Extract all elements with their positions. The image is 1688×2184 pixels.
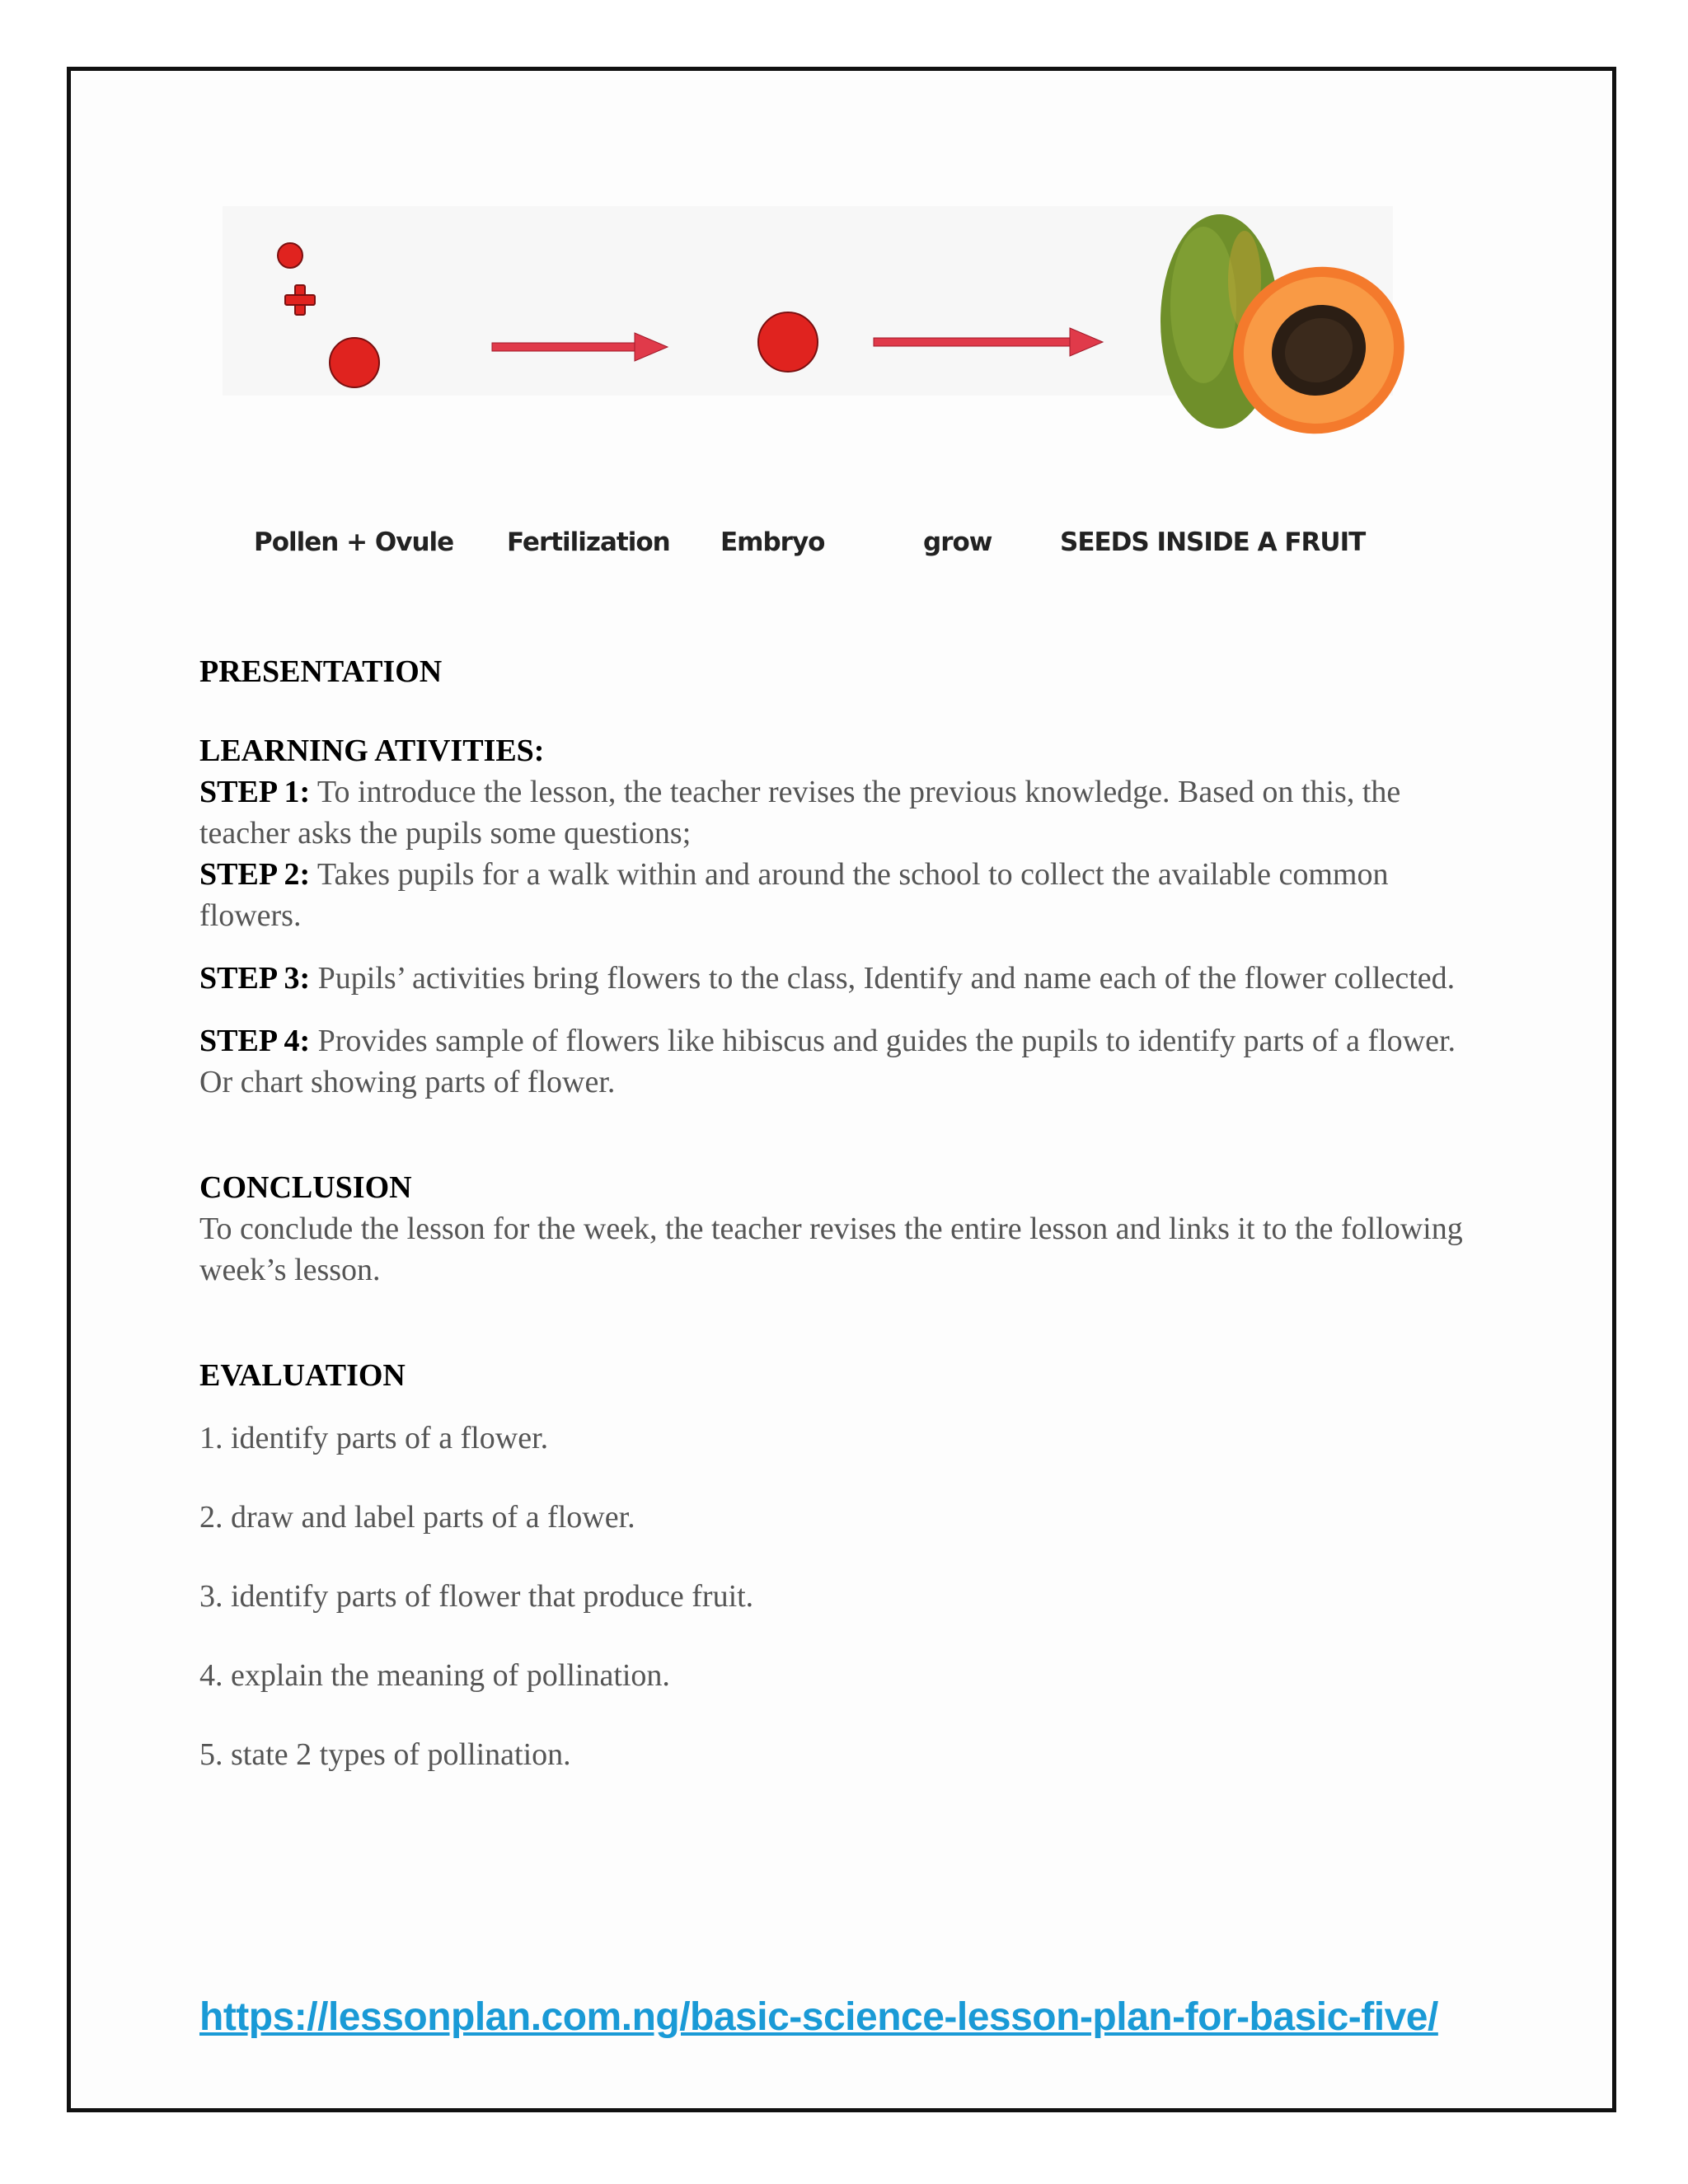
label-pollen-ovule: Pollen + Ovule bbox=[254, 527, 454, 557]
lesson-content bbox=[199, 651, 1493, 1775]
step-4 bbox=[199, 1020, 1493, 1103]
evaluation-item-2: 2. draw and label parts of a flower. bbox=[199, 1500, 635, 1535]
ovule-dot bbox=[330, 338, 379, 387]
conclusion-heading: CONCLUSION bbox=[199, 1170, 412, 1205]
label-fertilization: Fertilization bbox=[507, 527, 670, 557]
presentation-heading: PRESENTATION bbox=[199, 654, 443, 689]
evaluation-item-1: 1. identify parts of a flower. bbox=[199, 1421, 549, 1455]
step-3-label: STEP 3: bbox=[199, 961, 311, 996]
step-4-label: STEP 4: bbox=[199, 1024, 311, 1058]
embryo-dot bbox=[758, 312, 818, 372]
evaluation-item-4: 4. explain the meaning of pollination. bbox=[199, 1658, 670, 1693]
source-link[interactable]: https://lessonplan.com.ng/basic-science-lesson-plan-for-basic-five/ bbox=[199, 1995, 1438, 2039]
pollen-dot bbox=[278, 243, 302, 268]
label-seeds-inside-fruit: SEEDS INSIDE A FRUIT bbox=[1060, 527, 1366, 557]
label-grow: grow bbox=[923, 527, 992, 557]
step-2 bbox=[199, 854, 1493, 936]
step-3 bbox=[199, 958, 1493, 999]
evaluation-heading: EVALUATION bbox=[199, 1358, 406, 1393]
step-1-label: STEP 1: bbox=[199, 775, 311, 809]
step-1-text: To introduce the lesson, the teacher revises the previous knowledge. Based on this, the teacher asks the pupils some questions; bbox=[199, 775, 1401, 851]
evaluation-item-5: 5. state 2 types of pollination. bbox=[199, 1737, 571, 1772]
step-2-label: STEP 2: bbox=[199, 857, 311, 892]
step-3-text: Pupils’ activities bring flowers to the class, Identify and name each of the flower collected. bbox=[310, 961, 1456, 996]
conclusion-text: To conclude the lesson for the week, the teacher revises the entire lesson and links it to the following week’s lesson. bbox=[199, 1212, 1463, 1287]
label-embryo: Embryo bbox=[720, 527, 825, 557]
step-1 bbox=[199, 771, 1493, 854]
learning-activities-heading: LEARNING ATIVITIES: bbox=[199, 733, 545, 768]
step-4-text: Provides sample of flowers like hibiscus and guides the pupils to identify parts of a flower. Or chart showing parts of flower. bbox=[199, 1024, 1456, 1099]
evaluation-item-3: 3. identify parts of flower that produce fruit. bbox=[199, 1579, 754, 1614]
step-2-text: Takes pupils for a walk within and around the school to collect the available common flowers. bbox=[199, 857, 1389, 933]
diagram-graphic bbox=[223, 198, 1426, 511]
fertilization-diagram bbox=[223, 198, 1426, 585]
